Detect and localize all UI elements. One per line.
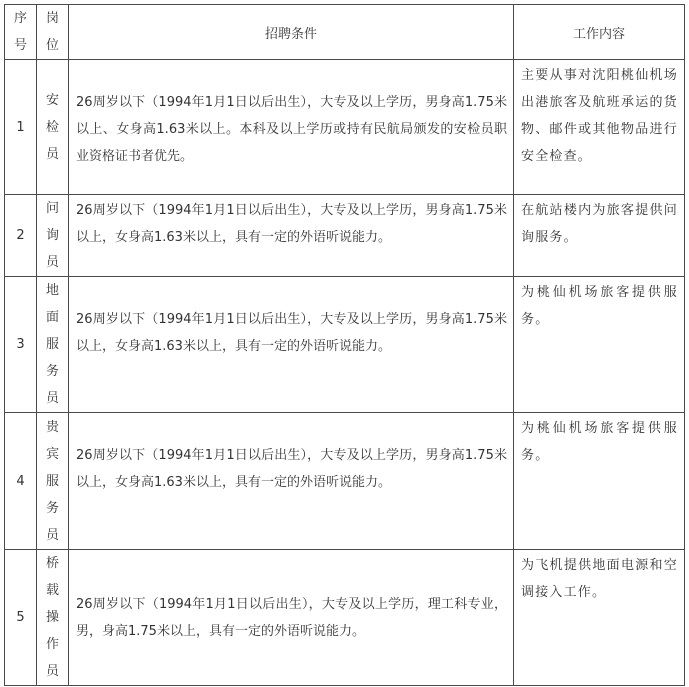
- position-char: 员: [45, 146, 59, 162]
- row-no: 4: [5, 413, 37, 550]
- row-requirements: 26周岁以下（1994年1月1日以后出生），大专及以上学历，理工科专业，男，身高1.75米以上，具有一定的外语听说能力。: [69, 550, 514, 686]
- position-char: 安: [45, 92, 59, 108]
- row-duties: 为桃仙机场旅客提供服务。: [514, 413, 685, 550]
- row-position: [37, 277, 69, 413]
- position-char: 员: [45, 391, 59, 406]
- row-requirements: 26周岁以下（1994年1月1日以后出生），大专及以上学历，男身高1.75米以上、女身高1.63米以上。本科及以上学历或持有民航局颁发的安检员职业资格证书者优先。: [69, 60, 514, 195]
- row-no: 1: [5, 60, 37, 195]
- header-no-char: 号: [13, 38, 27, 53]
- position-char: 载: [45, 583, 59, 598]
- row-position: [37, 413, 69, 550]
- header-no: [5, 5, 37, 60]
- header-requirements: 招聘条件: [69, 5, 514, 60]
- position-char: 员: [45, 527, 59, 543]
- position-char: 宾: [45, 446, 59, 462]
- row-requirements: 26周岁以下（1994年1月1日以后出生），大专及以上学历，男身高1.75米以上，女身高1.63米以上，具有一定的外语听说能力。: [69, 277, 514, 413]
- row-position: [37, 60, 69, 195]
- position-char: 询: [45, 228, 59, 243]
- row-duties: 在航站楼内为旅客提供问询服务。: [514, 195, 685, 277]
- position-char: 问: [45, 201, 59, 216]
- position-char: 服: [45, 473, 59, 489]
- row-no: 3: [5, 277, 37, 413]
- header-no-char: 序: [13, 11, 27, 26]
- position-char: 检: [45, 119, 59, 135]
- position-char: 桥: [45, 556, 59, 571]
- table-row: [5, 550, 685, 686]
- row-requirements: 26周岁以下（1994年1月1日以后出生），大专及以上学历，男身高1.75米以上，女身高1.63米以上，具有一定的外语听说能力。: [69, 413, 514, 550]
- position-char: 面: [45, 310, 59, 325]
- position-char: 员: [45, 255, 59, 270]
- header-position: [37, 5, 69, 60]
- row-no: 5: [5, 550, 37, 686]
- row-no: 2: [5, 195, 37, 277]
- row-position: [37, 550, 69, 686]
- position-char: 服: [45, 337, 59, 352]
- position-char: 操: [45, 610, 59, 625]
- row-duties: 为桃仙机场旅客提供服务。: [514, 277, 685, 413]
- row-requirements: 26周岁以下（1994年1月1日以后出生），大专及以上学历，男身高1.75米以上，女身高1.63米以上，具有一定的外语听说能力。: [69, 195, 514, 277]
- position-char: 务: [45, 500, 59, 516]
- table-row: [5, 413, 685, 550]
- recruitment-table: [4, 4, 685, 686]
- header-duties: 工作内容: [514, 5, 685, 60]
- position-char: 贵: [45, 419, 59, 435]
- position-char: 作: [45, 637, 59, 652]
- row-duties: 主要从事对沈阳桃仙机场出港旅客及航班承运的货物、邮件或其他物品进行安全检查。: [514, 60, 685, 195]
- row-position: [37, 195, 69, 277]
- table-row: [5, 195, 685, 277]
- table-row: [5, 277, 685, 413]
- position-char: 员: [45, 664, 59, 679]
- table-row: [5, 60, 685, 195]
- position-char: 务: [45, 364, 59, 379]
- header-position-char: 位: [45, 38, 59, 53]
- position-char: 地: [45, 283, 59, 298]
- table-header-row: [5, 5, 685, 60]
- row-duties: 为飞机提供地面电源和空调接入工作。: [514, 550, 685, 686]
- header-position-char: 岗: [45, 11, 59, 26]
